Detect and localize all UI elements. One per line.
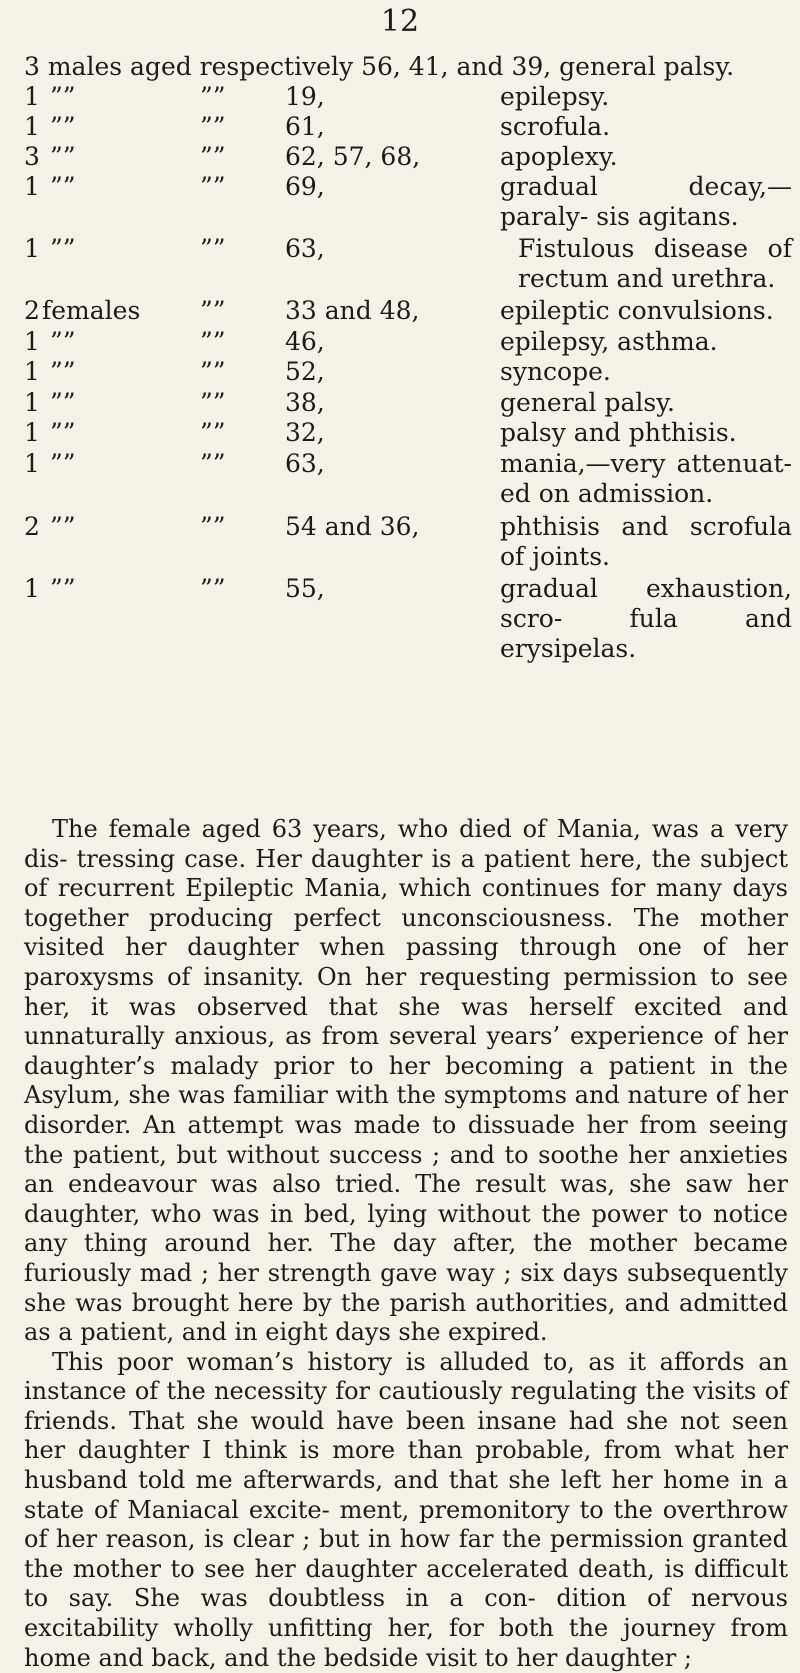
row-disease: phthisis and scrofula of joints. (500, 512, 792, 571)
ditto-mark: ”” (50, 327, 76, 356)
row-disease: epilepsy. (500, 82, 610, 111)
ditto-mark: ”” (50, 449, 76, 478)
row-age: 33 and 48, (285, 296, 420, 325)
ditto-mark: ”” (200, 296, 226, 325)
ditto-mark: ”” (50, 82, 76, 111)
row-count: 1 (24, 357, 40, 386)
ditto-mark: ”” (50, 357, 76, 386)
ditto-mark: ”” (50, 112, 76, 141)
ditto-mark: ”” (50, 512, 76, 541)
ditto-mark: ”” (50, 234, 76, 263)
row-count: 1 (24, 327, 40, 356)
ditto-mark: ”” (50, 418, 76, 447)
table-header-row: 3 males aged respectively 56, 41, and 39, general palsy. (24, 52, 735, 81)
row-age: 38, (285, 388, 325, 417)
row-count: 1 (24, 234, 40, 263)
row-disease: Fistulous disease of rectum and urethra. (518, 234, 792, 293)
ditto-mark: ”” (200, 234, 226, 263)
row-count: 1 (24, 574, 40, 603)
row-disease: palsy and phthisis. (500, 418, 737, 447)
row-age: 52, (285, 357, 325, 386)
row-disease: general palsy. (500, 388, 675, 417)
row-age: 63, (285, 449, 325, 478)
ditto-mark: ”” (200, 449, 226, 478)
row-disease: syncope. (500, 357, 611, 386)
row-count: 1 (24, 82, 40, 111)
row-count: 2 (24, 296, 40, 325)
ditto-mark: ”” (200, 574, 226, 603)
narrative-text (24, 815, 788, 1673)
row-count: 2 (24, 512, 40, 541)
row-count: 1 (24, 449, 40, 478)
ditto-mark: ”” (200, 418, 226, 447)
row-disease: mania,—very attenuat- ed on admission. (500, 449, 792, 508)
row-label: females (42, 296, 141, 325)
paragraph-1: The female aged 63 years, who died of Mania, was a very dis- tressing case. Her daughter is a patient here, the subject of recurrent Epileptic Mania, which continues for many days together producing perfect unconsciousness. The mother visited her daughter when passing through one of her paroxysms of insanity. On her requesting permission to see her, it was observed that she was herself excited and unnaturally anxious, as from several years’ experience of her daughter’s malady prior to her becoming a patient in the Asylum, she was familiar with the symptoms and nature of her disorder. An attempt was made to dissuade her from seeing the patient, but without success ; and to soothe her anxieties an endeavour was also tried. The result was, she saw her daughter, who was in bed, lying without the power to notice any thing around her. The day after, the mother became furiously mad ; her strength gave way ; six days subsequently she was brought here by the parish authorities, and admitted as a patient, and in eight days she expired. (24, 815, 788, 1347)
ditto-mark: ”” (200, 82, 226, 111)
ditto-mark: ”” (200, 357, 226, 386)
row-disease: scrofula. (500, 112, 611, 141)
row-count: 1 (24, 418, 40, 447)
row-age: 54 and 36, (285, 512, 420, 541)
ditto-mark: ”” (50, 388, 76, 417)
row-age: 61, (285, 112, 325, 141)
ditto-mark: ”” (200, 388, 226, 417)
row-age: 69, (285, 172, 325, 201)
row-age: 63, (285, 234, 325, 263)
page-number: 12 (380, 4, 420, 39)
ditto-mark: ”” (200, 112, 226, 141)
ditto-mark: ”” (50, 172, 76, 201)
row-disease: apoplexy. (500, 142, 618, 171)
paragraph-2: This poor woman’s history is alluded to, as it affords an instance of the necessity for cautiously regulating the visits of friends. That she would have been insane had she not seen her daughter I think is more than probable, from what her husband told me afterwards, and that she left her home in a state of Maniacal excite- ment, premonitory to the overthrow of her reason, is clear ; but in how far the permission granted the mother to see her daughter accelerated death, is difficult to say. She was doubtless in a con- dition of nervous excitability wholly unfitting her, for both the journey from home and back, and the bedside visit to her daughter ; (24, 1347, 788, 1672)
row-age: 32, (285, 418, 325, 447)
row-count: 3 (24, 142, 40, 171)
ditto-mark: ”” (50, 574, 76, 603)
row-disease: gradual decay,—paraly- sis agitans. (500, 172, 792, 231)
ditto-mark: ”” (200, 142, 226, 171)
row-age: 19, (285, 82, 325, 111)
row-disease: epileptic convulsions. (500, 296, 774, 325)
ditto-mark: ”” (50, 142, 76, 171)
row-disease: epilepsy, asthma. (500, 327, 718, 356)
ditto-mark: ”” (200, 512, 226, 541)
row-age: 62, 57, 68, (285, 142, 421, 171)
ditto-mark: ”” (200, 172, 226, 201)
ditto-mark: ”” (200, 327, 226, 356)
row-age: 46, (285, 327, 325, 356)
row-disease: gradual exhaustion, scro- fula and erysipelas. (500, 574, 792, 663)
row-count: 1 (24, 112, 40, 141)
row-count: 1 (24, 172, 40, 201)
row-count: 1 (24, 388, 40, 417)
row-age: 55, (285, 574, 325, 603)
